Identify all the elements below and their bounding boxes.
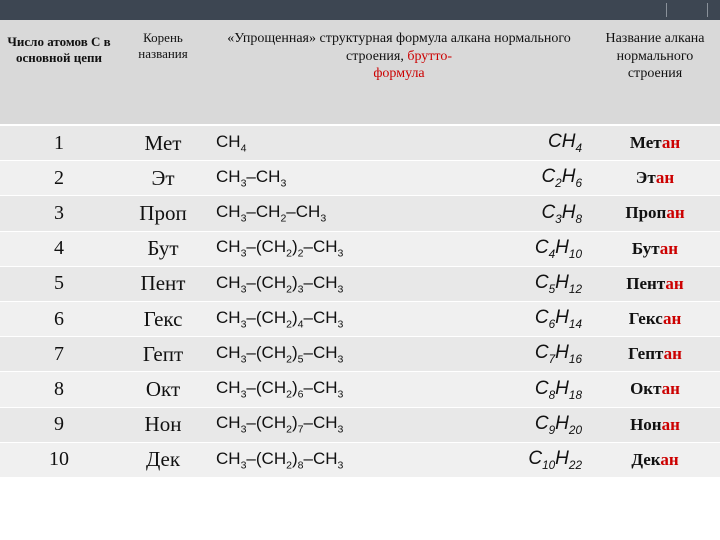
carbon-count: 8: [54, 377, 64, 400]
carbon-count: 7: [54, 342, 64, 365]
root-name: Окт: [145, 376, 181, 401]
root-name: Эт: [151, 165, 175, 190]
structural-formula: $CH_3-CH_2-CH_3$: [216, 202, 327, 225]
brutto-formula: $C_9H_{20}$: [534, 412, 582, 437]
table-row: [0, 372, 720, 407]
alkane-name-root: Гекс: [628, 309, 663, 329]
carbon-count: 5: [54, 272, 64, 295]
alkane-name: [590, 379, 720, 399]
structural-formula: $CH_3-(CH_2)_5-CH_3$: [216, 343, 344, 366]
root-name: Проп: [139, 200, 187, 225]
alkane-table: [0, 20, 720, 478]
root-name: Пент: [140, 271, 186, 296]
alkane-name: [590, 168, 720, 188]
table-row: [0, 267, 720, 302]
root-name: Дек: [145, 447, 181, 472]
carbon-count: 9: [54, 413, 64, 436]
structural-formula: $CH_3-(CH_2)_6-CH_3$: [216, 378, 344, 401]
header-formula: [208, 20, 590, 124]
alkane-name: [590, 309, 720, 329]
structural-formula: $CH_3-CH_3$: [216, 167, 287, 190]
header-root-name: Корень названия: [138, 30, 188, 62]
table-body: [0, 126, 720, 478]
alkane-name: [590, 133, 720, 153]
alkane-name-suffix: ан: [663, 344, 682, 364]
header-formula-brutto: брутто-: [407, 48, 452, 64]
header-alkane-name: Название алкана нормального строения: [605, 31, 705, 81]
brutto-formula: $C_2H_6$: [541, 166, 582, 191]
top-bar: [0, 0, 720, 20]
structural-formula: $CH_3-(CH_2)_2-CH_3$: [216, 237, 344, 260]
table-row: [0, 408, 720, 443]
alkane-name: [590, 450, 720, 470]
alkane-name-suffix: ан: [661, 133, 681, 153]
root-name: Бут: [147, 236, 179, 261]
table-row: [0, 302, 720, 337]
alkane-name-root: Гепт: [628, 344, 664, 364]
alkane-name-suffix: ан: [662, 309, 682, 329]
alkane-name-root: Окт: [630, 379, 662, 399]
alkane-name-root: Эт: [635, 168, 656, 188]
carbon-count: 10: [49, 448, 69, 471]
root-name: Мет: [144, 130, 182, 155]
table-row: [0, 126, 720, 161]
alkane-name: [590, 274, 720, 294]
carbon-count: 1: [54, 131, 64, 154]
structural-formula: $CH_3-(CH_2)_7-CH_3$: [216, 413, 344, 436]
header-carbon-count: Число атомов С в основной цепи: [7, 34, 111, 66]
alkane-name: [590, 239, 720, 259]
structural-formula: $CH_3-(CH_2)_3-CH_3$: [216, 272, 344, 296]
root-name: Гекс: [143, 306, 183, 331]
alkane-name-root: Нон: [630, 414, 662, 434]
alkane-name-suffix: ан: [661, 379, 680, 399]
alkane-name: [590, 415, 720, 435]
alkane-name-root: Пент: [626, 273, 666, 293]
brutto-formula: $C_3H_8$: [541, 201, 582, 226]
brutto-formula: $CH_4$: [548, 131, 582, 155]
alkane-name: [590, 203, 720, 223]
header-formula-main: «Упрощенная» структурная формула алкана нормального строения,: [227, 31, 571, 64]
brutto-formula: $C_4H_{10}$: [534, 236, 582, 261]
alkane-name-root: Бут: [631, 238, 660, 258]
alkane-name-suffix: ан: [655, 168, 675, 188]
table-row: [0, 232, 720, 267]
root-name: Гепт: [142, 341, 184, 366]
top-bar-accent: [666, 3, 708, 17]
table-row: [0, 196, 720, 231]
alkane-name-suffix: ан: [660, 449, 679, 469]
alkane-name-root: Мет: [629, 133, 662, 153]
alkane-name-suffix: ан: [661, 414, 680, 434]
brutto-formula: $C_8H_{18}$: [534, 377, 582, 402]
brutto-formula: $C_6H_{14}$: [534, 307, 582, 331]
alkane-name-suffix: ан: [666, 203, 685, 223]
alkane-name: [590, 344, 720, 364]
table-row: [0, 337, 720, 372]
brutto-formula: $C_{10}H_{22}$: [528, 447, 582, 472]
brutto-formula: $C_7H_{16}$: [534, 342, 582, 367]
carbon-count: 3: [54, 201, 64, 224]
alkane-name-suffix: ан: [659, 238, 679, 258]
table-row: [0, 161, 720, 196]
root-name: Нон: [144, 412, 182, 437]
carbon-count: 6: [54, 307, 64, 330]
table-header: [0, 20, 720, 126]
carbon-count: 4: [54, 237, 64, 260]
table-row: [0, 443, 720, 478]
header-formula-end: формула: [373, 66, 425, 81]
alkane-name-root: Дек: [631, 449, 661, 469]
structural-formula: $CH_4$: [216, 131, 247, 155]
brutto-formula: $C_5H_{12}$: [534, 271, 582, 296]
carbon-count: 2: [54, 166, 64, 189]
alkane-name-suffix: ан: [665, 273, 684, 293]
structural-formula: $CH_3-(CH_2)_8-CH_3$: [216, 448, 344, 471]
alkane-name-root: Проп: [625, 203, 667, 223]
structural-formula: $CH_3-(CH_2)_4-CH_3$: [216, 307, 344, 331]
